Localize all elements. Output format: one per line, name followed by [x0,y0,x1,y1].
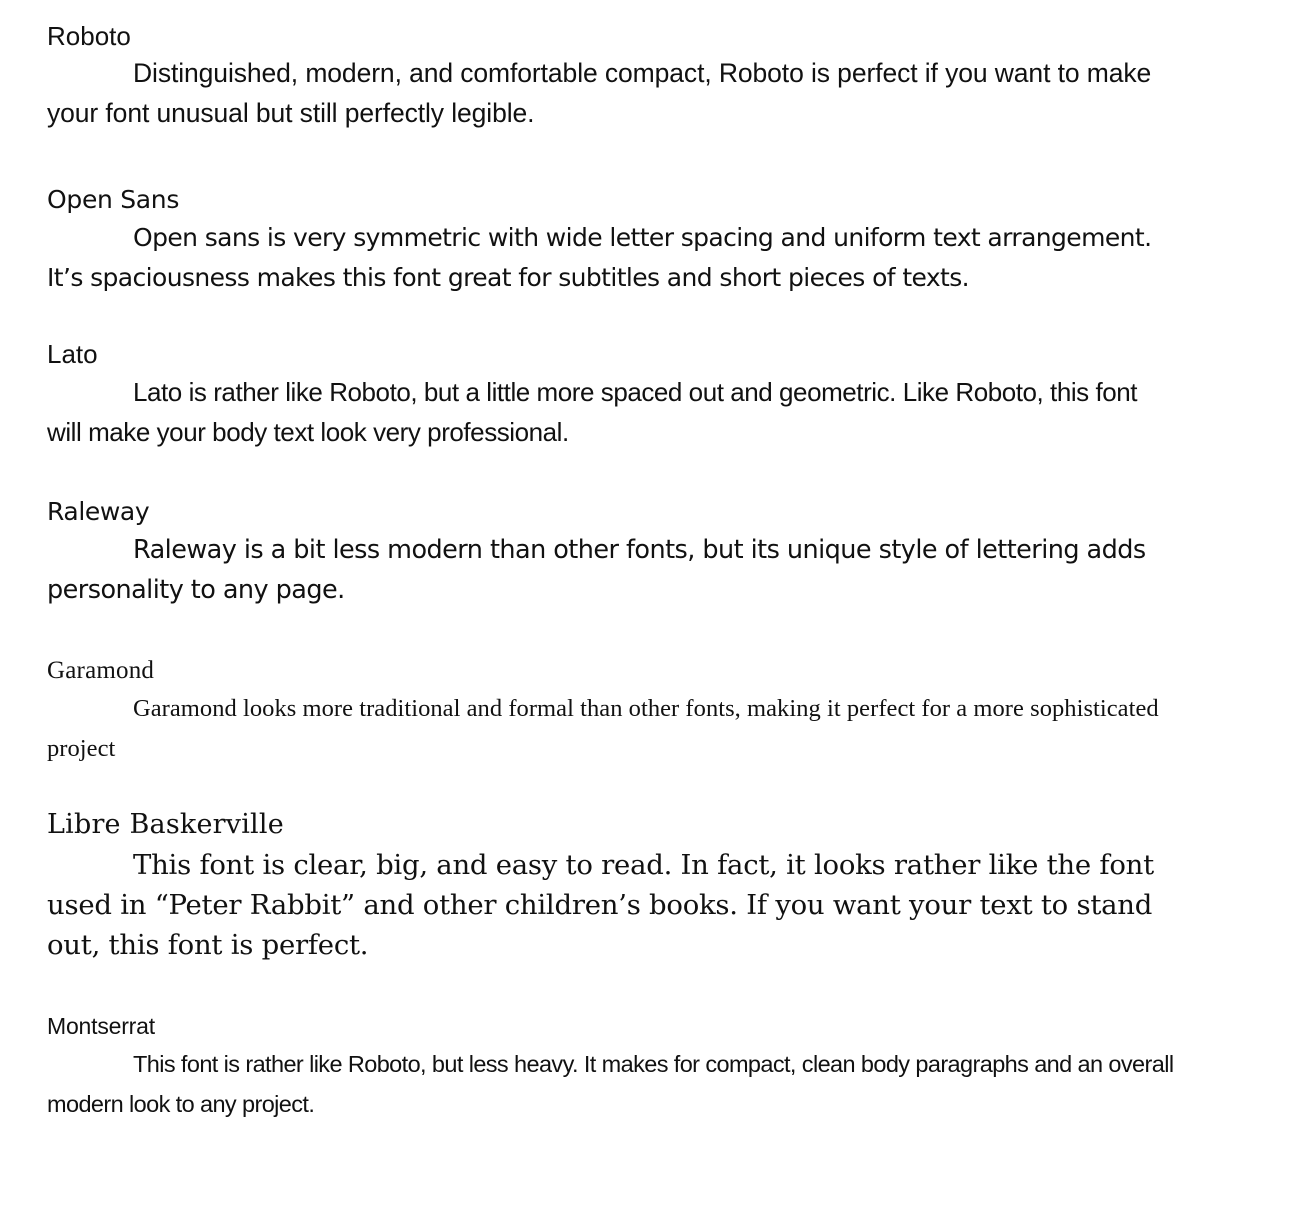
font-section-open-sans [47,133,1177,298]
font-section-raleway [47,452,1177,610]
font-description-open-sans: Open sans is very symmetric with wide letter spacing and uniform text arrangement. It’s spaciousness makes this font great for subtitles and short pieces of texts. [47,223,1152,292]
font-heading-garamond: Garamond [47,657,155,684]
font-heading-libre-baskerville: Libre Baskerville [47,809,284,840]
font-section-lato [47,298,1177,452]
font-heading-raleway: Raleway [47,497,150,526]
font-section-montserrat [47,965,1177,1124]
font-heading-lato: Lato [47,339,98,369]
font-heading-roboto: Roboto [47,21,131,51]
font-section-libre-baskerville [47,769,1177,965]
font-section-garamond [47,610,1177,769]
font-description-montserrat: This font is rather like Roboto, but less heavy. It makes for compact, clean body paragraphs and an overall modern look to any project. [47,1051,1174,1117]
font-description-lato: Lato is rather like Roboto, but a little more spaced out and geometric. Like Roboto, this font will make your body text look very professional. [47,377,1138,447]
document-body [47,0,1177,1124]
font-description-roboto: Distinguished, modern, and comfortable compact, Roboto is perfect if you want to make your font unusual but still perfectly legible. [47,58,1152,128]
font-section-roboto [47,0,1177,133]
font-description-raleway: Raleway is a bit less modern than other fonts, but its unique style of lettering adds personality to any page. [47,535,1146,605]
font-description-libre-baskerville: This font is clear, big, and easy to read. In fact, it looks rather like the font used in “Peter Rabbit” and other children’s books. If you want your text to stand out, this font is perfect. [47,849,1154,961]
font-description-garamond: Garamond looks more traditional and formal than other fonts, making it perfect for a more sophisticated project [47,695,1159,762]
font-heading-open-sans: Open Sans [47,185,180,214]
font-heading-montserrat: Montserrat [47,1013,155,1039]
